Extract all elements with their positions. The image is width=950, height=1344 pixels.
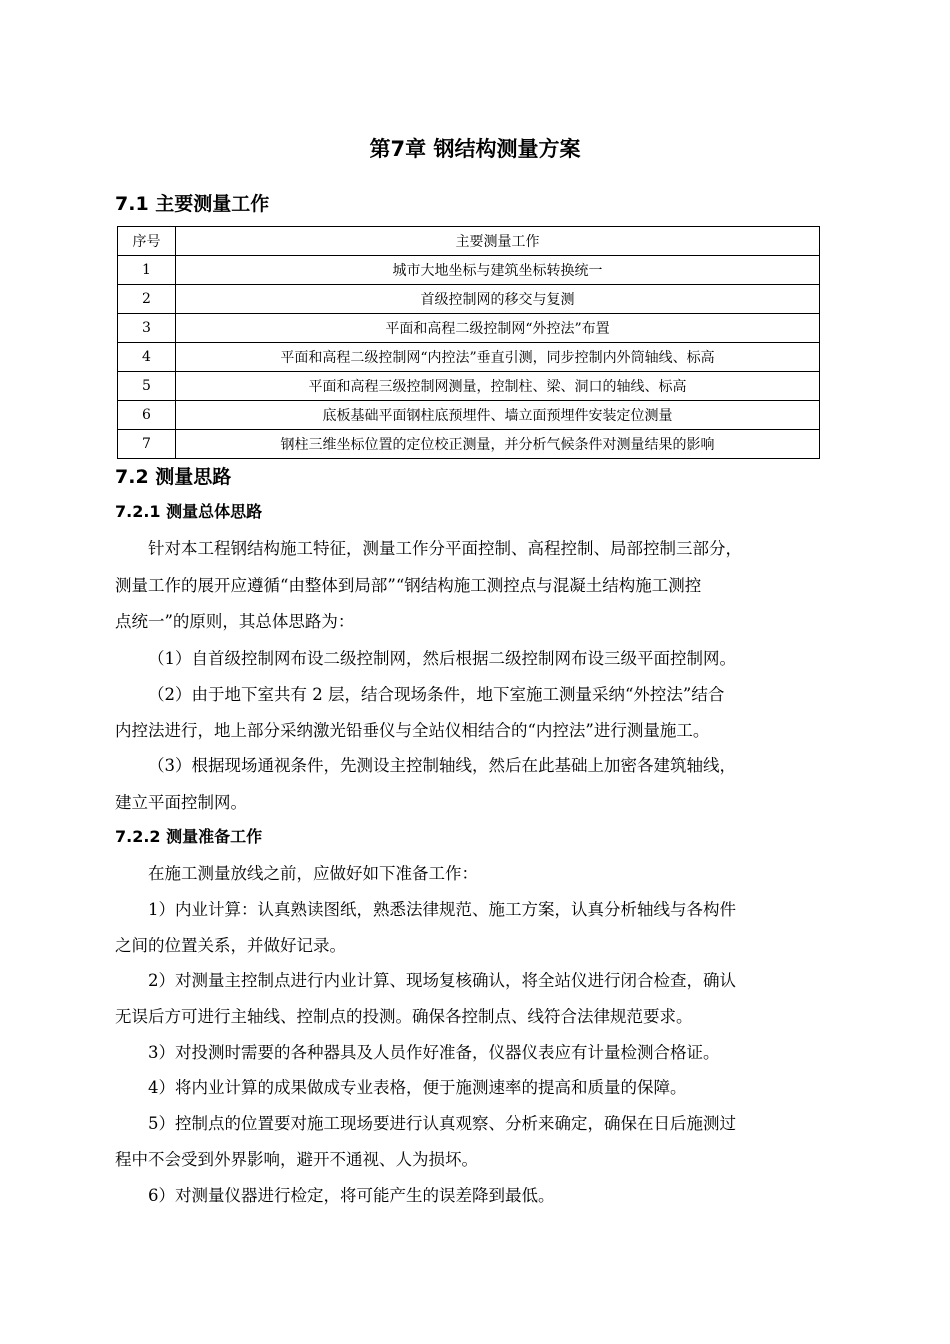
table-header-index: 序号: [118, 227, 176, 256]
paragraph-line: 在施工测量放线之前，应做好如下准备工作：: [148, 864, 478, 883]
section-7-1-heading: 7.1 主要测量工作: [115, 193, 270, 215]
table-cell-work: 首级控制网的移交与复测: [176, 285, 820, 314]
paragraph-line: 针对本工程钢结构施工特征，测量工作分平面控制、高程控制、局部控制三部分，: [148, 539, 742, 558]
paragraph-line: （3）根据现场通视条件，先测设主控制轴线，然后在此基础上加密各建筑轴线，: [148, 756, 736, 775]
table-cell-index: 6: [118, 401, 176, 430]
table-cell-index: 3: [118, 314, 176, 343]
paragraph-line: 4）将内业计算的成果做成专业表格，便于施测速率的提高和质量的保障。: [148, 1078, 687, 1097]
paragraph-line: 5）控制点的位置要对施工现场要进行认真观察、分析来确定，确保在日后施测过: [148, 1114, 736, 1133]
table-cell-index: 4: [118, 343, 176, 372]
paragraph-line: 6）对测量仪器进行检定，将可能产生的误差降到最低。: [148, 1186, 555, 1205]
table-cell-work: 城市大地坐标与建筑坐标转换统一: [176, 256, 820, 285]
main-work-table: [117, 226, 820, 459]
table-row: [118, 285, 820, 314]
section-7-2-2-heading: 7.2.2 测量准备工作: [115, 827, 263, 846]
paragraph-line: 程中不会受到外界影响，避开不通视、人为损坏。: [115, 1150, 478, 1169]
paragraph-line: 3）对投测时需要的各种器具及人员作好准备，仪器仪表应有计量检测合格证。: [148, 1043, 720, 1062]
table-cell-index: 5: [118, 372, 176, 401]
table-row: [118, 256, 820, 285]
paragraph-line: 点统一”的原则，其总体思路为：: [115, 612, 355, 631]
table-header-work: 主要测量工作: [176, 227, 820, 256]
section-7-2-heading: 7.2 测量思路: [115, 466, 232, 488]
paragraph-line: 内控法进行，地上部分采纳激光铅垂仪与全站仪相结合的“内控法”进行测量施工。: [115, 721, 710, 740]
section-7-2-1-heading: 7.2.1 测量总体思路: [115, 502, 263, 521]
paragraph-line: 测量工作的展开应遵循“由整体到局部”“钢结构施工测控点与混凝土结构施工测控: [115, 576, 702, 595]
paragraph-line: （2）由于地下室共有 2 层，结合现场条件，地下室施工测量采纳“外控法”结合: [148, 685, 725, 704]
table-cell-index: 2: [118, 285, 176, 314]
table-cell-work: 平面和高程二级控制网“内控法”垂直引测，同步控制内外筒轴线、标高: [176, 343, 820, 372]
table-row: [118, 430, 820, 459]
table-row: [118, 372, 820, 401]
paragraph-line: 无误后方可进行主轴线、控制点的投测。确保各控制点、线符合法律规范要求。: [115, 1007, 693, 1026]
table-cell-work: 底板基础平面钢柱底预埋件、墙立面预埋件安装定位测量: [176, 401, 820, 430]
table-cell-index: 7: [118, 430, 176, 459]
table-cell-work: 平面和高程三级控制网测量，控制柱、梁、洞口的轴线、标高: [176, 372, 820, 401]
table-cell-work: 钢柱三维坐标位置的定位校正测量，并分析气候条件对测量结果的影响: [176, 430, 820, 459]
paragraph-line: 2）对测量主控制点进行内业计算、现场复核确认，将全站仪进行闭合检查，确认: [148, 971, 736, 990]
table-cell-work: 平面和高程二级控制网“外控法”布置: [176, 314, 820, 343]
chapter-title: 第7章 钢结构测量方案: [369, 137, 581, 161]
table-row: [118, 314, 820, 343]
paragraph-line: （1）自首级控制网布设二级控制网，然后根据二级控制网布设三级平面控制网。: [148, 649, 736, 668]
table-row: [118, 343, 820, 372]
table-row: [118, 401, 820, 430]
paragraph-line: 之间的位置关系，并做好记录。: [115, 936, 346, 955]
paragraph-line: 1）内业计算：认真熟读图纸，熟悉法律规范、施工方案，认真分析轴线与各构件: [148, 900, 736, 919]
table-cell-index: 1: [118, 256, 176, 285]
table-header-row: [118, 227, 820, 256]
paragraph-line: 建立平面控制网。: [115, 793, 247, 812]
